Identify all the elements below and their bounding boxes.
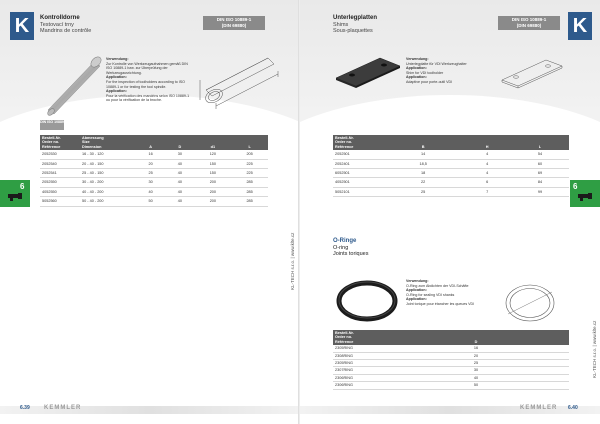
title-fr: Mandrins de contrôle: [40, 28, 92, 34]
title-fr: Sous-plaquettes: [333, 28, 373, 34]
site-url: KL-TECH s.r.o. | www.klte.cz: [290, 232, 295, 290]
col-order-no: Bestell-Nr. Order no. Référence: [40, 135, 80, 150]
small-din-badge: DIN ISO 10889: [40, 120, 64, 130]
title-cz: Shims: [333, 21, 349, 28]
table-row: 2307RING 30: [333, 367, 569, 374]
category-number: 6: [20, 182, 25, 191]
col-a: A: [136, 135, 165, 150]
din-badge: DIN ISO 10889-1 (DIN 69880): [498, 16, 560, 30]
table-row: 2306RING 50: [333, 382, 569, 389]
category-tab[interactable]: [0, 180, 30, 207]
table-row: 2052530 16 - 30 - 120 16 30 120 205: [40, 150, 268, 159]
category-tab[interactable]: [570, 180, 600, 207]
site-url: KL-TECH s.r.o. | www.klte.cz: [592, 320, 597, 378]
brand-logo: K: [10, 12, 34, 40]
col-d: D: [383, 330, 569, 345]
usage-text: Verwendung: Zur Kontrolle von Werkzeugaufnahmen gemäß DIN ISO 10889-1 bzw. zur Überprüfung der Werkzeugausrichtung. Application: For the inspection of toolholders according to ISO 10889-1 or for testing the tool spindle. Application: Pour la vérification des mandrins selon ISO 10889-1 ou pour la vérification de la broche.: [106, 57, 190, 103]
title-de: Unterlegplatten: [333, 15, 378, 21]
mandrel-photo: [40, 48, 106, 116]
table-row: 2052541 25 - 40 - 150 25 40 150 225: [40, 169, 268, 178]
page-title: [40, 15, 91, 35]
usage-text: Verwendung: Unterlegplatte für VDI Werkzeughalter Application: Shim for VDI toolholder Application: Adaptive pour porte-outil VDI: [406, 57, 467, 84]
mandrel-table: [40, 135, 268, 207]
col-d: D: [165, 135, 194, 150]
oring-drawing: [502, 280, 558, 326]
table-row: 5052560 50 - 40 - 200 50 40 200 285: [40, 197, 268, 206]
col-order-no: Bestell-Nr. Order no. Référence: [333, 330, 383, 345]
col-d1: d1: [195, 135, 232, 150]
mandrel-drawing: [196, 50, 286, 120]
table-row: 2052550 30 - 40 - 200 30 40 200 285: [40, 178, 268, 187]
table-row: 2305RING 25: [333, 360, 569, 367]
col-size: Abmessung Size Dimension: [80, 135, 136, 150]
table-row: 4052501 22 6 84: [333, 178, 569, 187]
oring-usage-text: Verwendung: O-Ring zum Abdichten der VDI-Schäfte Application: O-Ring for sealing VDI shanks Application: Joint torique pour étancher les queues VDI: [406, 279, 475, 306]
title-de: Kontrolldorne: [40, 15, 80, 21]
col-l: L: [511, 135, 569, 150]
table-row: 2052401 18,5 4 60: [333, 159, 569, 168]
table-row: 2305RING 16: [333, 345, 569, 352]
brand-logo: K: [568, 12, 592, 40]
col-order-no: Bestell-Nr. Order no. Référence: [333, 135, 383, 150]
footer-brand: KEMMLER: [44, 405, 82, 411]
title-cz: Testovací trny: [40, 21, 74, 28]
table-row: 4052550 40 - 40 - 200 40 40 200 285: [40, 187, 268, 196]
orings-title: O-Ringe O-ring Joints toriques: [333, 238, 369, 257]
table-row: 2052501 14 4 54: [333, 150, 569, 159]
footer-brand: KEMMLER: [520, 405, 558, 411]
oring-table: [333, 330, 569, 390]
page-number: 6.40: [568, 405, 578, 411]
shim-table: [333, 135, 569, 197]
col-l: L: [231, 135, 268, 150]
table-row: 2306RING 40: [333, 374, 569, 381]
din-badge: DIN ISO 10889-1 (DIN 69880): [203, 16, 265, 30]
tool-holder-icon: [577, 191, 593, 201]
shim-drawing: [496, 52, 568, 92]
page-title: [333, 15, 377, 35]
oring-photo: [334, 278, 400, 324]
page-number: 6.39: [20, 405, 30, 411]
tool-holder-icon: [7, 191, 23, 201]
table-row: 2308RING 20: [333, 352, 569, 359]
col-h: H: [463, 135, 511, 150]
category-number: 6: [573, 182, 578, 191]
table-row: 6052501 18 4 69: [333, 169, 569, 178]
table-row: 2052540 20 - 40 - 150 20 40 150 225: [40, 159, 268, 168]
shim-photo: [332, 52, 404, 88]
right-page: [300, 0, 600, 424]
table-row: 5052101 25 7 99: [333, 187, 569, 196]
col-b: B: [383, 135, 463, 150]
